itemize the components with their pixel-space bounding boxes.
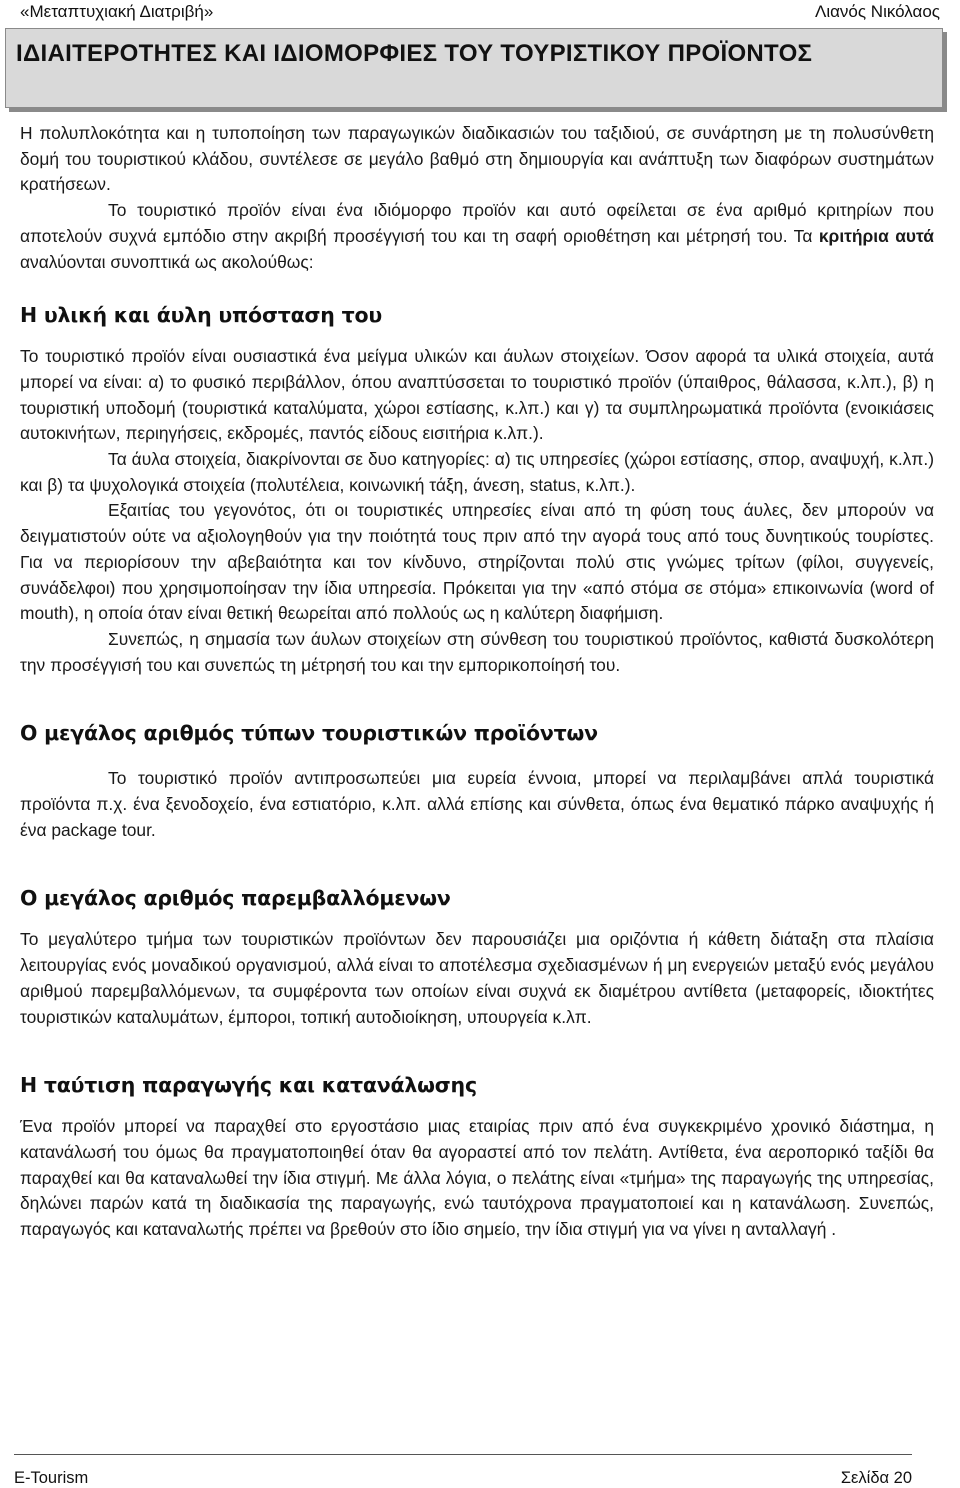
section-heading-tangible-intangible: Η υλική και άυλη υπόσταση του xyxy=(20,303,382,328)
intro-paragraph-2-start: Το τουριστικό προϊόν είναι ένα ιδιόμορφο προϊόν και αυτό οφείλεται σε ένα αριθμό κριτηρίων που αποτελούν συχνά εμπόδιο στην ακριβή προσέγγισή του και τη σαφή οριοθέτηση και μέτρησή του. Τα xyxy=(20,200,934,246)
intro-paragraph-2-bold: κριτήρια αυτά xyxy=(818,225,934,246)
intro-paragraph-2 xyxy=(20,198,934,275)
running-header xyxy=(20,2,940,22)
section1-paragraph-2: Τα άυλα στοιχεία, διακρίνονται σε δυο κατηγορίες: α) τις υπηρεσίες (χώροι εστίασης, σπορ, αναψυχή, κ.λπ.) και β) τα ψυχολογικά στοιχεία (πολυτέλεια, κοινωνική τάξη, άνεση, status, κ.λπ.). xyxy=(20,449,934,495)
section2-paragraph-1: Το τουριστικό προϊόν αντιπροσωπεύει μια ευρεία έννοια, μπορεί να περιλαμβάνει απλά τουριστικά προϊόντα π.χ. ένα ξενοδοχείο, ένα εστιατόριο, κ.λπ. αλλά επίσης και σύνθετα, όπως ένα θεματικό πάρκο αναψυχής ή ένα package tour. xyxy=(20,768,934,840)
section-heading-stakeholders: Ο μεγάλος αριθμός παρεμβαλλόμενων xyxy=(20,886,451,911)
section1-paragraph-4: Συνεπώς, η σημασία των άυλων στοιχείων στη σύνθεση του τουριστικού προϊόντος, καθιστά δυσκολότερη την προσέγγισή του και συνεπώς τη μέτρησή του και την εμπορικοποίησή του. xyxy=(20,628,934,675)
body-content xyxy=(20,121,934,1243)
section-heading-production-consumption: Η ταύτιση παραγωγής και κατανάλωσης xyxy=(20,1073,477,1098)
section4-paragraph-1: Ένα προϊόν μπορεί να παραχθεί στο εργοστάσιο μιας εταιρίας πριν από ένα συγκεκριμένο χρονικό διάστημα, η κατανάλωσή του όμως θα πραγματοποιηθεί όταν θα αγοραστεί από τον πελάτη. Αντίθετα, ένα αεροπορικό ταξίδι θα παραχθεί και θα καταναλωθεί την ίδια στιγμή. Με άλλα λόγια, ο πελάτης είναι «τμήμα» της παραγωγής της υπηρεσίας, δηλώνει παρών κατά τη διαδικασία της παραγωγής, ενώ ταυτόχρονα πραγματοποιεί και η κατανάλωση. Συνεπώς, παραγωγός και καταναλωτής πρέπει να βρεθούν στο ίδιο σημείο, την ίδια στιγμή για να γίνει η ανταλλαγή . xyxy=(20,1116,934,1240)
page-footer xyxy=(14,1454,912,1487)
intro-paragraph-2-end: αναλύονται συνοπτικά ως ακολούθως: xyxy=(20,251,314,272)
chapter-title-box xyxy=(5,28,943,108)
chapter-title: ΙΔΙΑΙΤΕΡΟΤΗΤΕΣ ΚΑΙ ΙΔΙΟΜΟΡΦΙΕΣ ΤΟΥ ΤΟΥΡΙΣΤΙΚΟΥ ΠΡΟΪΟΝΤΟΣ xyxy=(16,40,813,67)
section3-paragraph-1: Το μεγαλύτερο τμήμα των τουριστικών προϊόντων δεν παρουσιάζει μια οριζόντια ή κάθετη διάταξη στα πλαίσια λειτουργίας ενός μοναδικού οργανισμού, αλλά είναι το αποτέλεσμα σχεδιασμένων ή μη ενεργειών μεταξύ ενός μεγάλου αριθμού παρεμβαλλόμενων, τα συμφέροντα των οποίων είναι συχνά εκ διαμέτρου αντίθετα (μεταφορείς, ιδιοκτήτες τουριστικών καταλυμάτων, έμποροι, τοπική αυτοδιοίκηση, υπουργεία κ.λπ. xyxy=(20,929,934,1027)
header-author-name: Λιανός Νικόλαος xyxy=(814,2,940,21)
footer-course-label: E-Tourism xyxy=(14,1469,89,1487)
section-heading-product-types: Ο μεγάλος αριθμός τύπων τουριστικών προϊόντων xyxy=(20,721,598,746)
intro-paragraph-1: Η πολυπλοκότητα και η τυποποίηση των παραγωγικών διαδικασιών του ταξιδιού, σε συνάρτηση με τη πολυσύνθετη δομή του τουριστικού κλάδου, συντέλεσε σε μεγάλο βαθμό στη δημιουργία και ανάπτυξη των διαφόρων συστημάτων κρατήσεων. xyxy=(20,123,934,195)
footer-page-number: Σελίδα 20 xyxy=(840,1469,912,1487)
header-thesis-label: «Μεταπτυχιακή Διατριβή» xyxy=(20,2,214,21)
section1-paragraph-1: Το τουριστικό προϊόν είναι ουσιαστικά ένα μείγμα υλικών και άυλων στοιχείων. Όσον αφορά τα υλικά στοιχεία, αυτά μπορεί να είναι: α) το φυσικό περιβάλλον, όπου αναπτύσσεται το τουριστικό προϊόν (ύπαιθρος, θάλασσα, κ.λπ.), β) η τουριστική υποδομή (τουριστικά καταλύματα, χώροι εστίασης, κ.λπ.) και γ) τα συμπληρωματικά προϊόντα (ενοικιάσεις αυτοκινήτων, περιηγήσεις, εκδρομές, παντός είδους εισιτήρια κ.λπ.). xyxy=(20,346,934,444)
section1-paragraph-3: Εξαιτίας του γεγονότος, ότι οι τουριστικές υπηρεσίες είναι από τη φύση τους άυλες, δεν μπορούν να δειγματιστούν ούτε να αξιολογηθούν για την ποιότητά τους πριν από την αγορά τους από τους δυνητικούς τουρίστες. Για να περιορίσουν την αβεβαιότητα και τον κίνδυνο, στηρίζονται πολύ στις γνώμες τρίτων (φίλοι, συγγενείς, συνάδελφοι) που χρησιμοποίησαν την ίδια υπηρεσία. Πρόκειται για την «από στόμα σε στόμα» επικοινωνία (word of mouth), η οποία όταν είναι θετική θεωρείται από πολλούς ως η καλύτερη διαφήμιση. xyxy=(20,500,934,624)
